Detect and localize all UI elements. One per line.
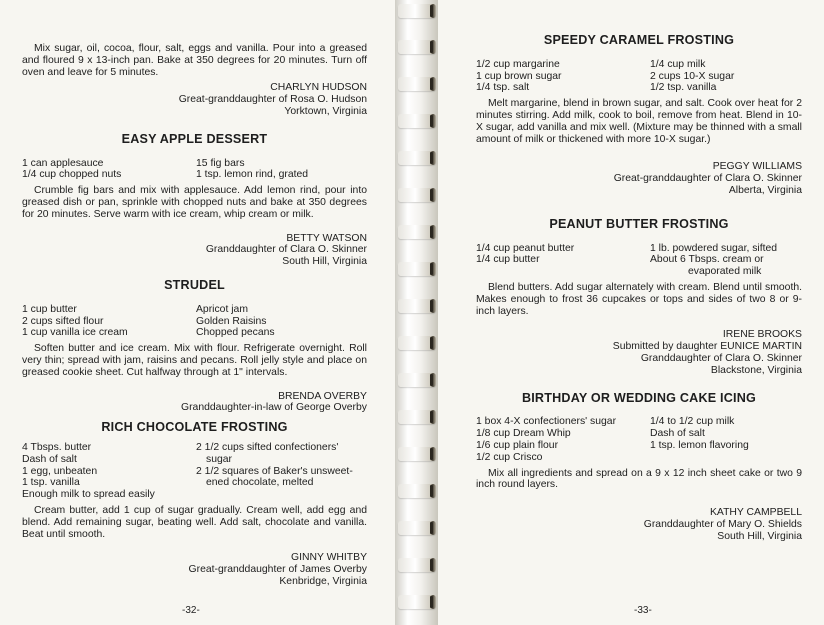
recipe-directions: Crumble fig bars and mix with applesauce. Add lemon rind, pour into greased dish or pan, sprinkle with chopped nuts and bake at 350 degrees for 20 minutes. Serve warm with ice cream, whip cream or milk.: [22, 185, 367, 220]
binding-ring: [398, 558, 436, 572]
binding-ring: [398, 4, 436, 18]
ingredient: sugar: [206, 453, 232, 465]
signature-relation: Granddaughter-in-law of George Overby: [181, 402, 367, 414]
ingredient: About 6 Tbsps. cream or: [650, 254, 764, 266]
recipe-title: SPEEDY CARAMEL FROSTING: [543, 33, 735, 47]
binding-ring: [398, 40, 436, 54]
ingredient: 1 cup brown sugar: [476, 70, 562, 82]
binding-ring: [398, 336, 436, 350]
signature-location: South Hill, Virginia: [717, 530, 802, 542]
ingredient: [650, 452, 802, 464]
ingredient: Dash of salt: [22, 453, 77, 465]
signature-relation: Great-granddaughter of Rosa O. Hudson: [178, 94, 367, 106]
signature-name: KATHY CAMPBELL: [709, 507, 802, 519]
ingredient-list: [22, 158, 367, 182]
recipe-directions: Soften butter and ice cream. Mix with flour. Refrigerate overnight. Roll very thin; spread with jam, raisins and pecans. Roll jelly style and place on greased cookie sheet. Cut halfway through at 1" intervals.: [22, 343, 367, 378]
ingredient: 1 egg, unbeaten: [22, 465, 98, 477]
binding-ring: [398, 410, 436, 424]
ingredient: 1 cup vanilla ice cream: [22, 327, 128, 339]
ingredient: 1/2 cup margarine: [476, 58, 560, 70]
ingredient: 1/2 tsp. vanilla: [650, 82, 717, 94]
intro-directions: Mix sugar, oil, cocoa, flour, salt, eggs and vanilla. Pour into a greased and floured 9 x 13-inch pan. Bake at 350 degrees for 20 minutes. Turn off oven and leave for 5 minutes.: [22, 43, 367, 78]
recipe-directions: Melt margarine, blend in brown sugar, and salt. Cook over heat for 2 minutes stirring. Add milk, cook to boil, remove from heat. Blend in 10-X sugar, add vanilla and mix well. (Mixture may be thinned with a small amount of milk or thickened with more 10-X sugar.): [476, 98, 802, 145]
signature-name: IRENE BROOKS: [722, 329, 802, 341]
ingredient-list: [22, 304, 367, 339]
signature-location: Kenbridge, Virginia: [279, 575, 367, 587]
binding-ring: [398, 114, 436, 128]
left-page: [0, 0, 395, 625]
ingredient: 1/4 cup chopped nuts: [22, 169, 122, 181]
ingredient: 15 fig bars: [196, 157, 245, 169]
right-page: [438, 0, 824, 625]
ingredient: 1/2 cup Crisco: [476, 451, 543, 463]
ingredient: 1 cup butter: [22, 303, 77, 315]
binding-ring: [398, 447, 436, 461]
ingredient: 2 1/2 cups sifted confectioners': [196, 441, 339, 453]
ingredient: Apricot jam: [196, 303, 248, 315]
ingredient: Dash of salt: [650, 428, 705, 440]
signature-name: GINNY WHITBY: [290, 552, 367, 564]
ingredient-list: [476, 243, 802, 278]
signature-submitter: Submitted by daughter EUNICE MARTIN: [612, 341, 802, 353]
binding-ring: [398, 373, 436, 387]
signature-relation: Great-granddaughter of Clara O. Skinner: [613, 173, 802, 185]
recipe-title: RICH CHOCOLATE FROSTING: [101, 420, 288, 435]
ingredient: Golden Raisins: [196, 315, 267, 327]
recipe-title: EASY APPLE DESSERT: [121, 131, 268, 146]
ingredient: 1/4 tsp. salt: [476, 82, 530, 94]
ingredient: Chopped pecans: [196, 327, 275, 339]
ingredient: 2 cups 10-X sugar: [650, 70, 735, 82]
signature-name: PEGGY WILLIAMS: [712, 161, 802, 173]
ingredient: evaporated milk: [688, 266, 762, 278]
binding-ring: [398, 595, 436, 609]
ingredient: 1/6 cup plain flour: [476, 439, 559, 451]
ingredient: 1 tsp. lemon flavoring: [650, 439, 749, 451]
ingredient: ened chocolate, melted: [206, 477, 314, 489]
ingredient-list: [476, 416, 802, 463]
recipe-directions: Cream butter, add 1 cup of sugar gradually. Cream well, add egg and blend. Add remaining sugar, beating well. Add salt, chocolate and vanilla. Beat until smooth.: [22, 504, 367, 540]
signature-name: BRENDA OVERBY: [278, 390, 367, 402]
binding-ring: [398, 151, 436, 165]
binding-ring: [398, 188, 436, 202]
signature-location: South Hill, Virginia: [282, 256, 367, 268]
recipe-title: BIRTHDAY OR WEDDING CAKE ICING: [521, 390, 757, 405]
binding-ring: [398, 484, 436, 498]
page-number: -32-: [182, 605, 200, 617]
signature-location: Yorktown, Virginia: [284, 105, 367, 117]
ingredient: [476, 266, 642, 278]
ingredient: 4 Tbsps. butter: [22, 441, 92, 453]
recipe-directions: Mix all ingredients and spread on a 9 x 12 inch sheet cake or two 9 inch round layers.: [476, 467, 802, 491]
recipe-title: PEANUT BUTTER FROSTING: [549, 216, 729, 231]
ingredient: 1 box 4-X confectioners' sugar: [476, 416, 617, 428]
recipe-directions: Blend butters. Add sugar alternately with cream. Blend until smooth. Makes enough to frost 36 cupcakes or tops and sides of two 8 or 9-inch layers.: [476, 281, 802, 317]
signature-location: Alberta, Virginia: [728, 184, 802, 196]
ingredient: 1/4 to 1/2 cup milk: [650, 416, 735, 428]
signature-name: CHARLYN HUDSON: [270, 82, 367, 94]
signature-name: BETTY WATSON: [286, 232, 367, 244]
ingredient-list: [476, 59, 802, 94]
ingredient: 1/8 cup Dream Whip: [476, 428, 571, 440]
ingredient: 2 1/2 squares of Baker's unsweet-: [196, 465, 353, 477]
ingredient: 1 tsp. lemon rind, grated: [196, 169, 309, 181]
ingredient: 1/4 cup peanut butter: [476, 242, 575, 254]
ingredient: 1 can applesauce: [22, 157, 104, 169]
signature-relation: Granddaughter of Clara O. Skinner: [205, 244, 367, 256]
signature-location: Blackstone, Virginia: [710, 364, 802, 376]
ingredient: 2 cups sifted flour: [22, 315, 104, 327]
ingredient: 1/4 cup butter: [476, 254, 540, 266]
binding-ring: [398, 262, 436, 276]
ingredient: 1 lb. powdered sugar, sifted: [650, 242, 778, 254]
ingredient: 1/4 cup milk: [650, 58, 706, 70]
recipe-title: STRUDEL: [164, 277, 225, 292]
signature-relation: Granddaughter of Clara O. Skinner: [640, 352, 802, 364]
signature-relation: Granddaughter of Mary O. Shields: [643, 518, 802, 530]
ingredient: 1 tsp. vanilla: [22, 477, 80, 489]
ingredient-list: [22, 442, 367, 489]
binding-ring: [398, 77, 436, 91]
page-number: -33-: [634, 605, 652, 617]
binding-ring: [398, 521, 436, 535]
binding-ring: [398, 299, 436, 313]
binding-ring: [398, 225, 436, 239]
signature-relation: Great-granddaughter of James Overby: [188, 564, 367, 576]
ingredient: Enough milk to spread easily: [22, 489, 155, 501]
